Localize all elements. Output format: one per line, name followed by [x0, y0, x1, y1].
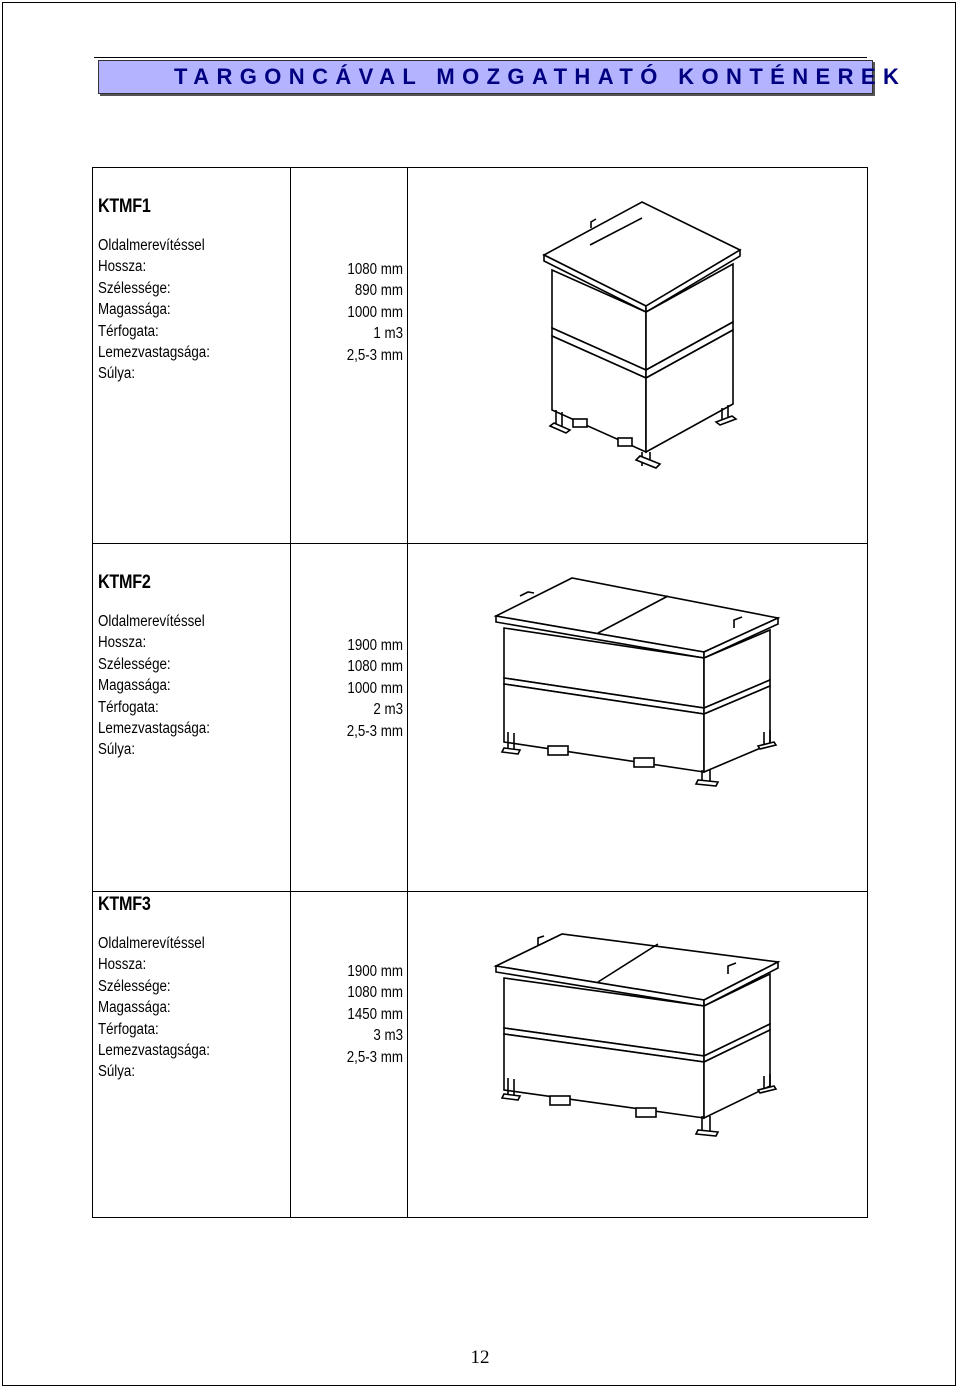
- product-code: KTMF2: [98, 572, 151, 593]
- product-value-cell: [291, 544, 408, 892]
- product-code: KTMF3: [98, 894, 151, 915]
- weight-value: [307, 366, 403, 387]
- product-label-cell: [93, 892, 291, 1218]
- length-value: 1080 mm: [347, 261, 403, 278]
- height-value: 1000 mm: [347, 303, 403, 321]
- height-label: Magassága:: [98, 301, 171, 319]
- spec-labels: [98, 933, 263, 1083]
- thickness-label: Lemezvastagsága:: [98, 719, 210, 737]
- spec-values: [307, 635, 403, 763]
- length-label: Hossza:: [98, 956, 147, 974]
- product-image-cell: [408, 168, 868, 544]
- length-label: Hossza:: [98, 258, 147, 276]
- width-label: Szélessége:: [98, 279, 171, 297]
- subtitle-label: Oldalmerevítéssel: [98, 613, 205, 630]
- height-value: 1000 mm: [347, 679, 403, 697]
- width-label: Szélessége:: [98, 977, 171, 995]
- volume-value: 3 m3: [373, 1027, 403, 1045]
- container-drawing: [518, 190, 858, 470]
- spec-labels: [98, 235, 263, 385]
- product-table: [92, 167, 868, 1218]
- product-label-cell: [93, 168, 291, 544]
- weight-label: Súlya:: [98, 741, 136, 759]
- page-title: TARGONCÁVAL MOZGATHATÓ KONTÉNEREK: [174, 64, 907, 89]
- weight-value: [307, 1068, 403, 1089]
- subtitle-label: Oldalmerevítéssel: [98, 237, 205, 254]
- page-number: 12: [470, 1347, 490, 1368]
- volume-label: Térfogata:: [98, 1020, 159, 1038]
- width-value: 1080 mm: [347, 984, 403, 1002]
- product-row: [93, 892, 868, 1218]
- container-drawing: [478, 572, 798, 792]
- volume-value: 2 m3: [373, 701, 403, 719]
- weight-value: [307, 742, 403, 763]
- product-label-cell: [93, 544, 291, 892]
- length-value: 1900 mm: [347, 963, 403, 980]
- thickness-value: 2,5-3 mm: [346, 346, 403, 364]
- title-banner: [98, 60, 907, 94]
- width-label: Szélessége:: [98, 655, 171, 673]
- length-label: Hossza:: [98, 634, 147, 652]
- width-value: 890 mm: [354, 282, 403, 300]
- thickness-label: Lemezvastagsága:: [98, 1041, 210, 1059]
- thickness-value: 2,5-3 mm: [346, 722, 403, 740]
- volume-label: Térfogata:: [98, 698, 159, 716]
- product-value-cell: [291, 892, 408, 1218]
- product-code: KTMF1: [98, 196, 151, 217]
- container-drawing: [478, 922, 798, 1152]
- width-value: 1080 mm: [347, 658, 403, 676]
- height-value: 1450 mm: [347, 1005, 403, 1023]
- thickness-value: 2,5-3 mm: [346, 1048, 403, 1066]
- weight-label: Súlya:: [98, 365, 136, 383]
- spec-values: [307, 961, 403, 1089]
- height-label: Magassága:: [98, 677, 171, 695]
- volume-label: Térfogata:: [98, 322, 159, 340]
- header-rule: [94, 57, 867, 58]
- spec-values: [307, 259, 403, 387]
- weight-label: Súlya:: [98, 1063, 136, 1081]
- product-value-cell: [291, 168, 408, 544]
- height-label: Magassága:: [98, 999, 171, 1017]
- length-value: 1900 mm: [347, 637, 403, 654]
- thickness-label: Lemezvastagsága:: [98, 343, 210, 361]
- volume-value: 1 m3: [373, 325, 403, 343]
- subtitle-label: Oldalmerevítéssel: [98, 935, 205, 952]
- product-image-cell: [408, 544, 868, 892]
- product-row: [93, 168, 868, 544]
- product-row: [93, 544, 868, 892]
- spec-labels: [98, 611, 263, 761]
- product-image-cell: [408, 892, 868, 1218]
